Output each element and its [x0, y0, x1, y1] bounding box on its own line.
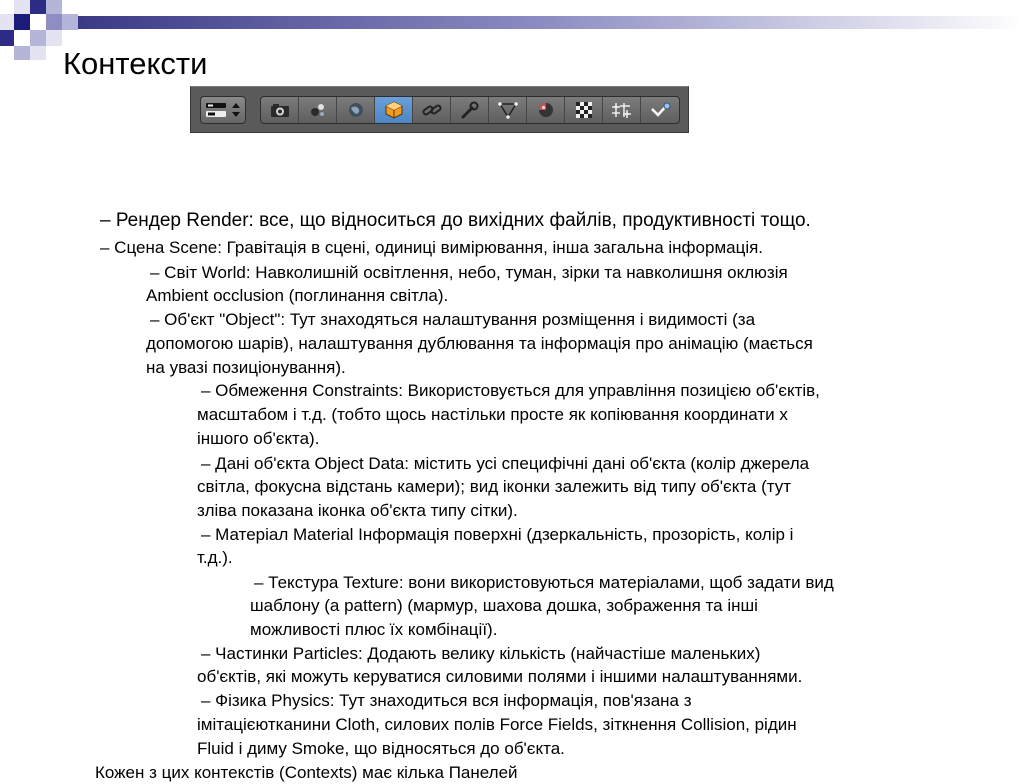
tab-modifiers[interactable] [451, 97, 489, 123]
text-line: можливості плюс їх комбінації). [250, 620, 498, 639]
editor-type-selector[interactable] [200, 96, 246, 124]
tab-physics[interactable] [641, 97, 679, 123]
text-line: – Об'єкт "Object": Тут знаходяться налаштування розміщення і видимості (за [150, 310, 756, 329]
tab-material[interactable] [527, 97, 565, 123]
tab-render[interactable] [261, 97, 299, 123]
context-buttons [260, 96, 680, 124]
text-line: Ambient occlusion (поглинання світла). [146, 286, 449, 305]
constraints-icon [420, 101, 444, 119]
text-line: – Фізика Physics: Тут знаходиться вся інформація, пов'язана з [201, 691, 692, 710]
text-line: світла, фокусна відстань камери); вид іконки залежить від типу об'єкта (тут [197, 477, 792, 496]
properties-context-toolbar [190, 86, 689, 133]
scene-icon [306, 101, 330, 119]
text-line: – Текстура Texture: вони використовуються матеріалами, щоб задати вид [254, 573, 834, 592]
text-line: – Обмеження Constraints: Використовується для управління позицією об'єктів, [201, 381, 820, 400]
object-data-icon [496, 101, 520, 119]
text-line: іншого об'єкта). [197, 429, 320, 448]
text-line: імітацієютканини Cloth, силових полів Force Fields, зіткнення Collision, рідин [197, 715, 797, 734]
tab-scene[interactable] [299, 97, 337, 123]
slide-title: Контексти [63, 46, 208, 81]
physics-icon [648, 101, 672, 119]
text-line: зліва показана іконка об'єкта типу сітки). [197, 501, 518, 520]
text-line: – Дані об'єкта Object Data: містить усі специфічні дані об'єкта (колір джерела [201, 454, 810, 473]
editor-type-icon [203, 99, 243, 121]
material-icon [534, 101, 558, 119]
text-line: – Частинки Particles: Додають велику кількість (найчастіше маленьких) [201, 644, 761, 663]
text-line: – Сцена Scene: Гравітація в сцені, одиниці вимірювання, інша загальна інформація. [100, 238, 764, 257]
text-line: шаблону (а pattern) (мармур, шахова дошка, зображення та інші [250, 596, 758, 615]
object-icon [382, 100, 406, 120]
text-line: допомогою шарів), налаштування дублювання та інформація про анімацію (мається [146, 334, 813, 353]
text-line: – Світ World: Навколишній освітлення, небо, туман, зірки та навколишня оклюзія [150, 263, 788, 282]
tab-object[interactable] [375, 97, 413, 123]
modifiers-icon [458, 101, 482, 119]
text-line: на увазі позиціонування). [146, 358, 346, 377]
tab-texture[interactable] [565, 97, 603, 123]
tab-object-data[interactable] [489, 97, 527, 123]
tab-particles[interactable] [603, 97, 641, 123]
text-line: т.д.). [197, 548, 233, 567]
world-icon [344, 101, 368, 119]
particles-icon [610, 101, 634, 119]
render-icon [268, 101, 292, 119]
text-line: – Матеріал Material Інформація поверхні (дзеркальність, прозорість, колір і [201, 525, 794, 544]
tab-constraints[interactable] [413, 97, 451, 123]
text-line-cutoff: Кожен з цих контекстів (Contexts) має кілька Панелей [95, 763, 518, 782]
tab-world[interactable] [337, 97, 375, 123]
text-line: Fluid і диму Smoke, що відносяться до об'єкта. [197, 739, 565, 758]
text-line: – Рендер Render: все, що відноситься до вихідних файлів, продуктивності тощо. [100, 210, 811, 231]
text-line: масштабом і т.д. (тобто щось настільки просте як копіювання координати x [197, 405, 788, 424]
texture-icon [572, 101, 596, 119]
text-line: об'єктів, які можуть керуватися силовими полями і іншими налаштуваннями. [197, 667, 803, 686]
